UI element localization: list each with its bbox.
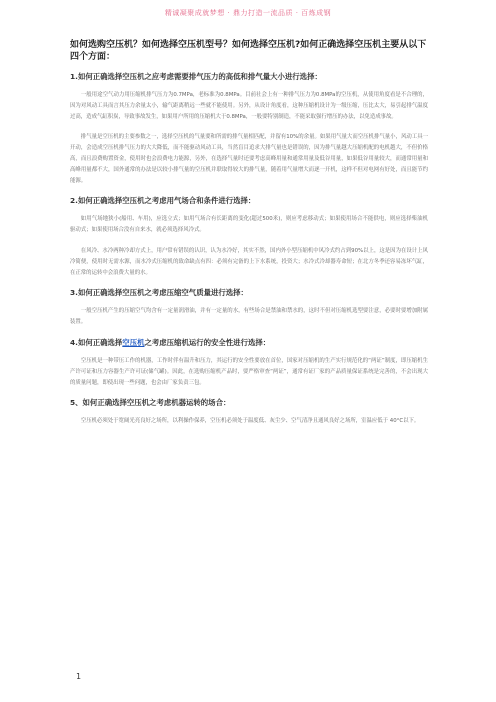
page-number: 1 (76, 672, 82, 681)
section-1-heading: 1.如何正确选择空压机之应考虑需要排气压力的高低和排气量大小进行选择： (70, 72, 322, 81)
section-2-heading: 2.如何正确选择空压机之考虑用气场合和条件进行选择： (70, 196, 256, 206)
section-5-heading: 5、如何正确选择空压机之考虑机器运转的场合： (70, 398, 231, 408)
section-2-paragraph-1: 如用气场地狭小(船用、车用)，应选立式；如用气场合有长距离的变化(超过500米)，则应考虑移动式；如果使用场合不能供电，则应选择柴油机驱动式；如果使用场合没有自来水，就必须选择风冷式。 (70, 216, 428, 234)
section-3-paragraph-1: 一般空压机产生的压缩空气均含有一定量润滑油，并有一定量的水，有些场合是禁油和禁水的，这时不但对压缩机选型要注意，必要时要增加附属装置。 (70, 308, 428, 326)
section-1-paragraph-1: 一般用途空气动力用压缩机排气压力为0.7MPa，老标准为0.8MPa。目前社会上有一种排气压力为0.8MPa的空压机，从使用角度看是不合理的，因为对风动工具而言其压力余量太小，输气距离稍远一些就不能使用。另外，从设计角度看，这种压缩机设计为一级压缩，压比太大，易引起排气温度过高，造成气缸积炭，导致事故发生，如果用户所用的压缩机大于0.8MPa，一般要特别制造，不能采取强行增压的办法，以免造成事故。 (70, 92, 428, 120)
document-body (70, 40, 428, 437)
section-1-paragraph-2: 排气量是空压机的主要参数之一，选择空压机的气量要和所需的排气量相匹配，并留有10%的余量。如果用气量大而空压机排气量小，风动工具一开动，会造成空压机排气压力的大大降低，而不能驱动风动工具，当然盲目追求大排气量也是错误的，因为排气量越大压缩机配的电机越大，不但价格高，而且浪费购置资金，使用时也会浪费电力能源，另外，在选择气量时还要考虑高峰用量和通常用量及低谷用量，如果低谷用量较大，而通常用量和高峰用量都不大，国外通常的办法是以较小排气量的空压机并联取得较大的排气量，随着用气量增大而逐一开机，这样不但对电网有好处，而且能节约能源。 (70, 134, 428, 184)
section-4-heading-prefix: 4.如何正确选择 (70, 337, 123, 347)
section-4-paragraph-1: 空压机是一种带压工作的机器，工作时伴有温升和压力，其运行的安全性要放在首位，国家对压缩机的生产实行规范化的“两证”制度，即压缩机生产许可证和压力容器生产许可证(储气罐)。因此，在选购压缩机产品时，要严格审查“两证”，通常有证厂家的产品质量保证系统是完善的，不会出现大的质量问题，即使出现一些问题，也会由厂家负责三包。 (70, 357, 428, 386)
section-2-paragraph-2: 在风冷、水冷两种冷却方式上，用户常有错误的认识，认为水冷好，其实不然，国内外小型压缩机中风冷式约占到90%以上，这是因为在设计上风冷简便，使用时无需水源，而水冷式压缩机的致命缺点有四：必须有完备的上下水系统，投资大；水冷式冷却器寿命短；在北方冬季还容易冻坏气缸，在正常的运转中会浪费大量的水。 (70, 247, 428, 276)
air-compressor-link[interactable]: 空压机 (122, 337, 145, 347)
section-4-heading-suffix: 之考虑压缩机运行的安全性进行选择： (144, 337, 271, 347)
section-3-heading: 3.如何正确选择空压机之考虑压缩空气质量进行选择： (70, 288, 248, 298)
section-4-heading (70, 338, 428, 348)
page-banner: 精诚凝聚成就梦想 · 鼎力打造一流品质 · 百炼成钢 (164, 9, 332, 17)
document-title: 如何选购空压机？如何选择空压机型号？如何选择空压机?如何正确选择空压机主要从以下四个方面： (70, 40, 427, 62)
section-5-paragraph-1: 空压机必须处于宽阔光亮良好之场所，以利操作保养，空压机必须处于温度低、灰尘少、空气清净且通风良好之场所，室温应低于 40°C以下。 (80, 418, 420, 425)
